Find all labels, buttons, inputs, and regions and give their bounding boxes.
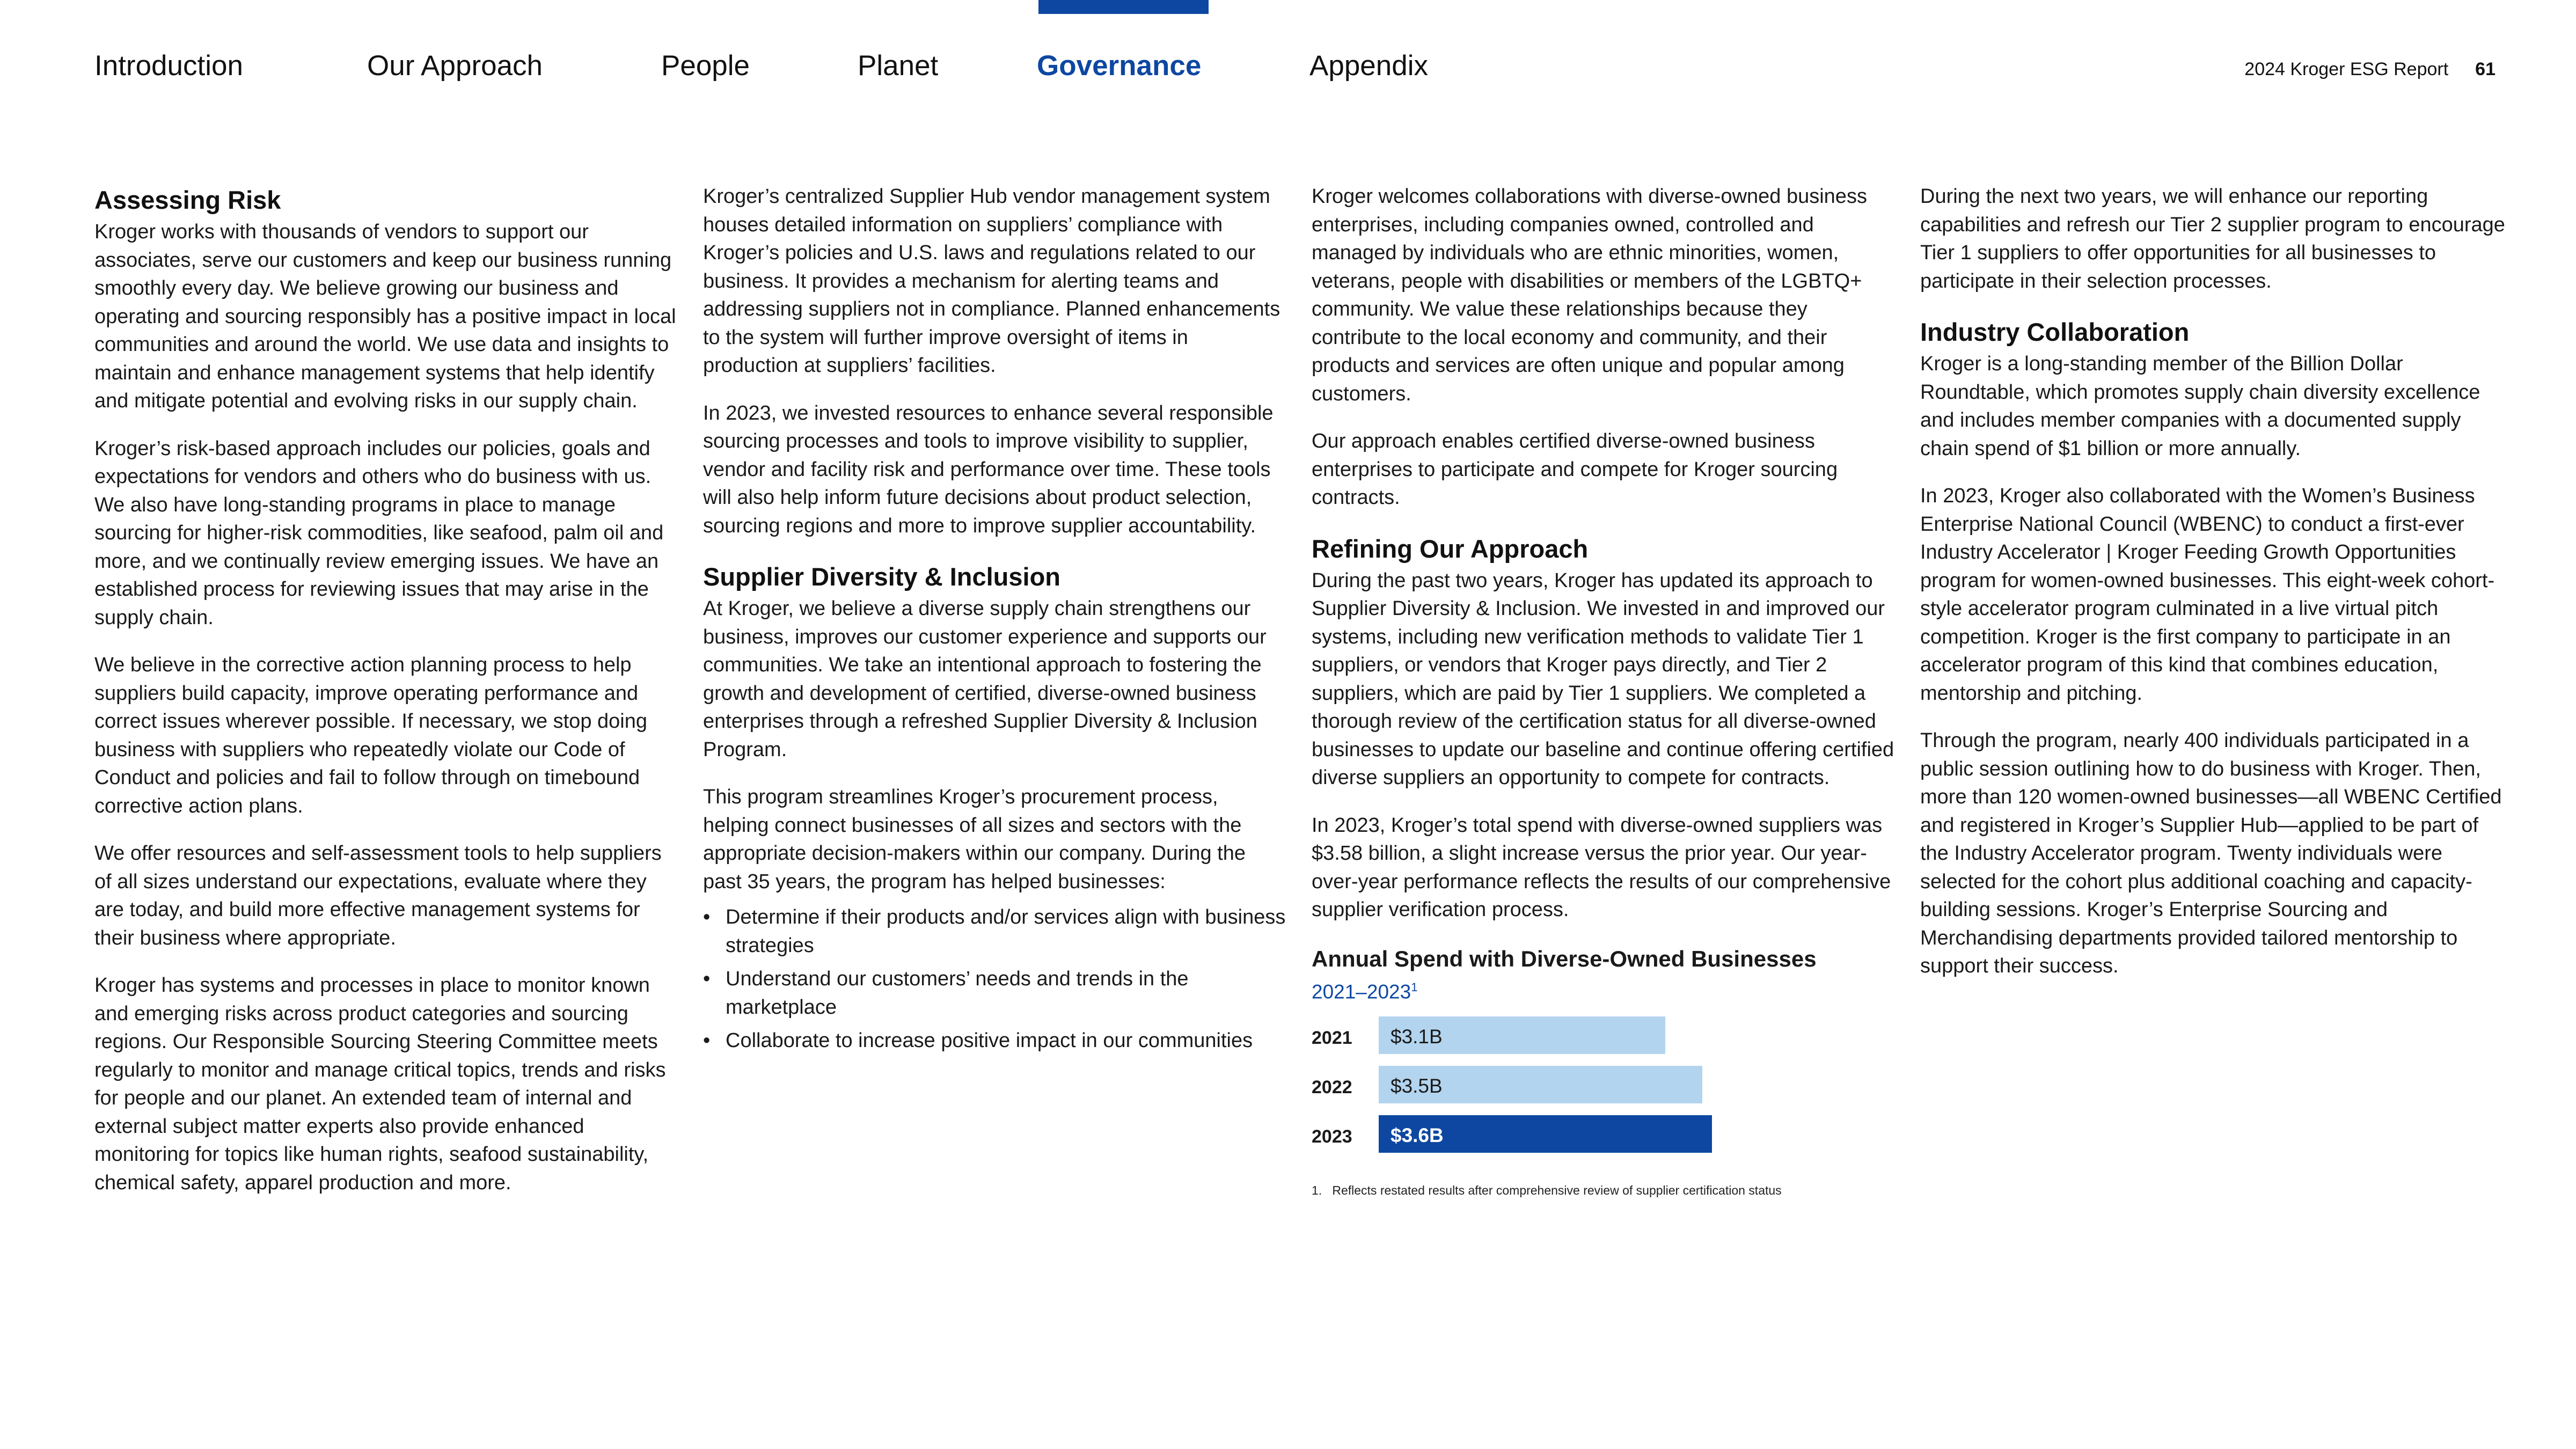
paragraph: Kroger’s centralized Supplier Hub vendor management system houses detailed information on suppliers’ compliance with Kroger’s policies and U.S. laws and regulations related to our business. It provides a mechanism for alerting teams and addressing suppliers not in compliance. Planned enhancements to the system will further improve oversight of items in production at suppliers’ facilities.	[703, 185, 1280, 377]
paragraph: Kroger works with thousands of vendors to support our associates, serve our customers and keep our business running smoothly every day. We believe growing our business and operating and sourcing responsibly has a positive impact in local communities and around the world. We use data and insights to maintain and enhance management systems that help identify and mitigate potential and evolving risks in our supply chain.	[94, 221, 676, 412]
bar-2023	[1379, 1115, 1712, 1153]
paragraph: Kroger welcomes collaborations with diverse-owned business enterprises, including companies owned, controlled and managed by individuals who are ethnic minorities, women, veterans, people with disabilities or members of the LGBTQ+ community. We value these relationships because they contribute to the local economy and community, and their products and services are often unique and popular among customers.	[1312, 185, 1867, 405]
paragraph: Kroger is a long-standing member of the Billion Dollar Roundtable, which promotes supply chain diversity excellence and includes member companies with a documented supply chain spend of $1 billion or more annually.	[1920, 353, 2480, 460]
column-industry-collaboration	[1920, 182, 2505, 1000]
paragraph: We believe in the corrective action planning process to help suppliers build capacity, improve operating performance and correct issues wherever possible. If necessary, we stop doing business with suppliers who repeatedly violate our Code of Conduct and policies and fail to follow through on timebound corrective action plans.	[94, 654, 647, 817]
chart-bars	[1312, 1016, 1897, 1153]
nav-governance[interactable]: Governance	[1037, 50, 1202, 82]
heading-industry-collaboration: Industry Collaboration	[1920, 318, 2190, 346]
report-header	[2244, 59, 2496, 80]
column-refining-approach	[1312, 182, 1897, 1198]
bar-category-label: 2021	[1312, 1027, 1352, 1048]
chart-subtitle-text: 2021–2023	[1312, 980, 1411, 1002]
paragraph: In 2023, Kroger’s total spend with diverse-owned suppliers was $3.58 billion, a slight increase versus the prior year. Our year-over-year performance reflects the results of our comprehensive supplier verification process.	[1312, 814, 1891, 921]
heading-supplier-diversity: Supplier Diversity & Inclusion	[703, 562, 1060, 591]
bar-category-label: 2022	[1312, 1077, 1352, 1097]
bar-value-label: $3.1B	[1391, 1025, 1443, 1048]
paragraph: During the past two years, Kroger has updated its approach to Supplier Diversity & Inclusion. We invested in and improved our systems, including new verification methods to validate Tier 1 suppliers, or vendors that Kroger pays directly, and Tier 2 suppliers, which are paid by Tier 1 suppliers. We completed a thorough review of the certification status for all diverse-owned businesses to update our baseline and continue offering certified diverse suppliers an opportunity to compete for contracts.	[1312, 569, 1894, 789]
bullet-list	[703, 903, 1288, 1055]
paragraph: Kroger has systems and processes in place to monitor known and emerging risks across product categories and sourcing regions. Our Responsible Sourcing Steering Committee meets regularly to monitor and manage critical topics, trends and risks for people and our planet. An extended team of internal and external subject matter experts also provide enhanced monitoring for topics like human rights, seafood sustainability, chemical safety, apparel production and more.	[94, 974, 666, 1194]
nav-introduction[interactable]: Introduction	[94, 50, 243, 82]
paragraph: Through the program, nearly 400 individuals participated in a public session outlining how to do business with Kroger. Then, more than 120 women-owned businesses—all WBENC Certified and registered in Kroger’s Supplier Hub—applied to be part of the Industry Accelerator program. Twenty individuals were selected for the cohort plus additional coaching and capacity-building sessions. Kroger’s Enterprise Sourcing and Merchandising departments provided tailored mentorship to support their success.	[1920, 729, 2502, 977]
list-item: • Understand our customers’ needs and trends in the marketplace	[703, 965, 1288, 1021]
paragraph: In 2023, Kroger also collaborated with the Women’s Business Enterprise National Council (WBENC) to conduct a first-ever Industry Accelerator | Kroger Feeding Growth Opportunities program for women-owned businesses. This eight-week cohort-style accelerator program culminated in a live virtual pitch competition. Kroger is the first company to participate in an accelerator program of this kind that combines education, mentorship and pitching.	[1920, 485, 2495, 705]
bar-2022	[1379, 1066, 1702, 1103]
paragraph: This program streamlines Kroger’s procurement process, helping connect businesses of all sizes and sectors with the appropriate decision-makers within our company. During the past 35 years, the program has helped businesses:	[703, 786, 1246, 893]
nav-appendix[interactable]: Appendix	[1309, 50, 1429, 82]
heading-refining-approach: Refining Our Approach	[1312, 534, 1589, 563]
bar-row-2021	[1312, 1016, 1897, 1054]
chart-subtitle	[1312, 975, 1897, 1005]
paragraph: Kroger’s risk-based approach includes our policies, goals and expectations for vendors and others who do business with us. We also have long-standing programs in place to manage sourcing for higher-risk commodities, like seafood, palm oil and more, and we continually review emerging issues. We have an established process for reviewing issues that may arise in the supply chain.	[94, 437, 664, 629]
report-title: 2024 Kroger ESG Report	[2244, 59, 2449, 79]
list-item: • Determine if their products and/or services align with business strategies	[703, 903, 1288, 960]
spend-chart	[1312, 943, 1897, 1153]
column-assessing-risk	[94, 182, 679, 1216]
bar-row-2023	[1312, 1115, 1897, 1153]
paragraph: During the next two years, we will enhance our reporting capabilities and refresh our Tier 2 supplier program to encourage Tier 1 suppliers to offer opportunities for all businesses to participate in their selection processes.	[1920, 185, 2505, 292]
paragraph: At Kroger, we believe a diverse supply chain strengthens our business, improves our customer experience and supports our communities. We take an intentional approach to fostering the growth and development of certified, diverse-owned business enterprises through a refreshed Supplier Diversity & Inclusion Program.	[703, 597, 1267, 761]
bar-row-2022	[1312, 1066, 1897, 1103]
page-number: 61	[2475, 59, 2496, 79]
bar-value-label: $3.6B	[1391, 1124, 1444, 1146]
chart-title: Annual Spend with Diverse-Owned Businesses	[1312, 946, 1817, 971]
footnote: 1. Reflects restated results after comprehensive review of supplier certification status	[1312, 1183, 1782, 1197]
bar-category-label: 2023	[1312, 1126, 1352, 1147]
column-supplier-diversity	[703, 182, 1288, 1060]
bar-value-label: $3.5B	[1391, 1074, 1443, 1097]
chart-subtitle-footnote-ref: 1	[1411, 980, 1418, 994]
bar-2021	[1379, 1016, 1665, 1054]
active-section-indicator	[1038, 0, 1209, 14]
nav-planet[interactable]: Planet	[858, 50, 939, 82]
heading-assessing-risk: Assessing Risk	[94, 186, 281, 214]
list-item: • Collaborate to increase positive impact in our communities	[703, 1027, 1288, 1055]
paragraph: We offer resources and self-assessment tools to help suppliers of all sizes understand our expectations, evaluate where they are today, and build more effective management systems for their business where appropriate.	[94, 842, 662, 949]
paragraph: In 2023, we invested resources to enhance several responsible sourcing processes and tools to improve visibility to supplier, vendor and facility risk and performance over time. These tools will also help inform future decisions about product selection, sourcing regions and more to improve supplier accountability.	[703, 401, 1274, 537]
paragraph: Our approach enables certified diverse-owned business enterprises to participate and compete for Kroger sourcing contracts.	[1312, 430, 1838, 509]
nav-people[interactable]: People	[661, 50, 750, 82]
nav-our-approach[interactable]: Our Approach	[367, 50, 543, 82]
